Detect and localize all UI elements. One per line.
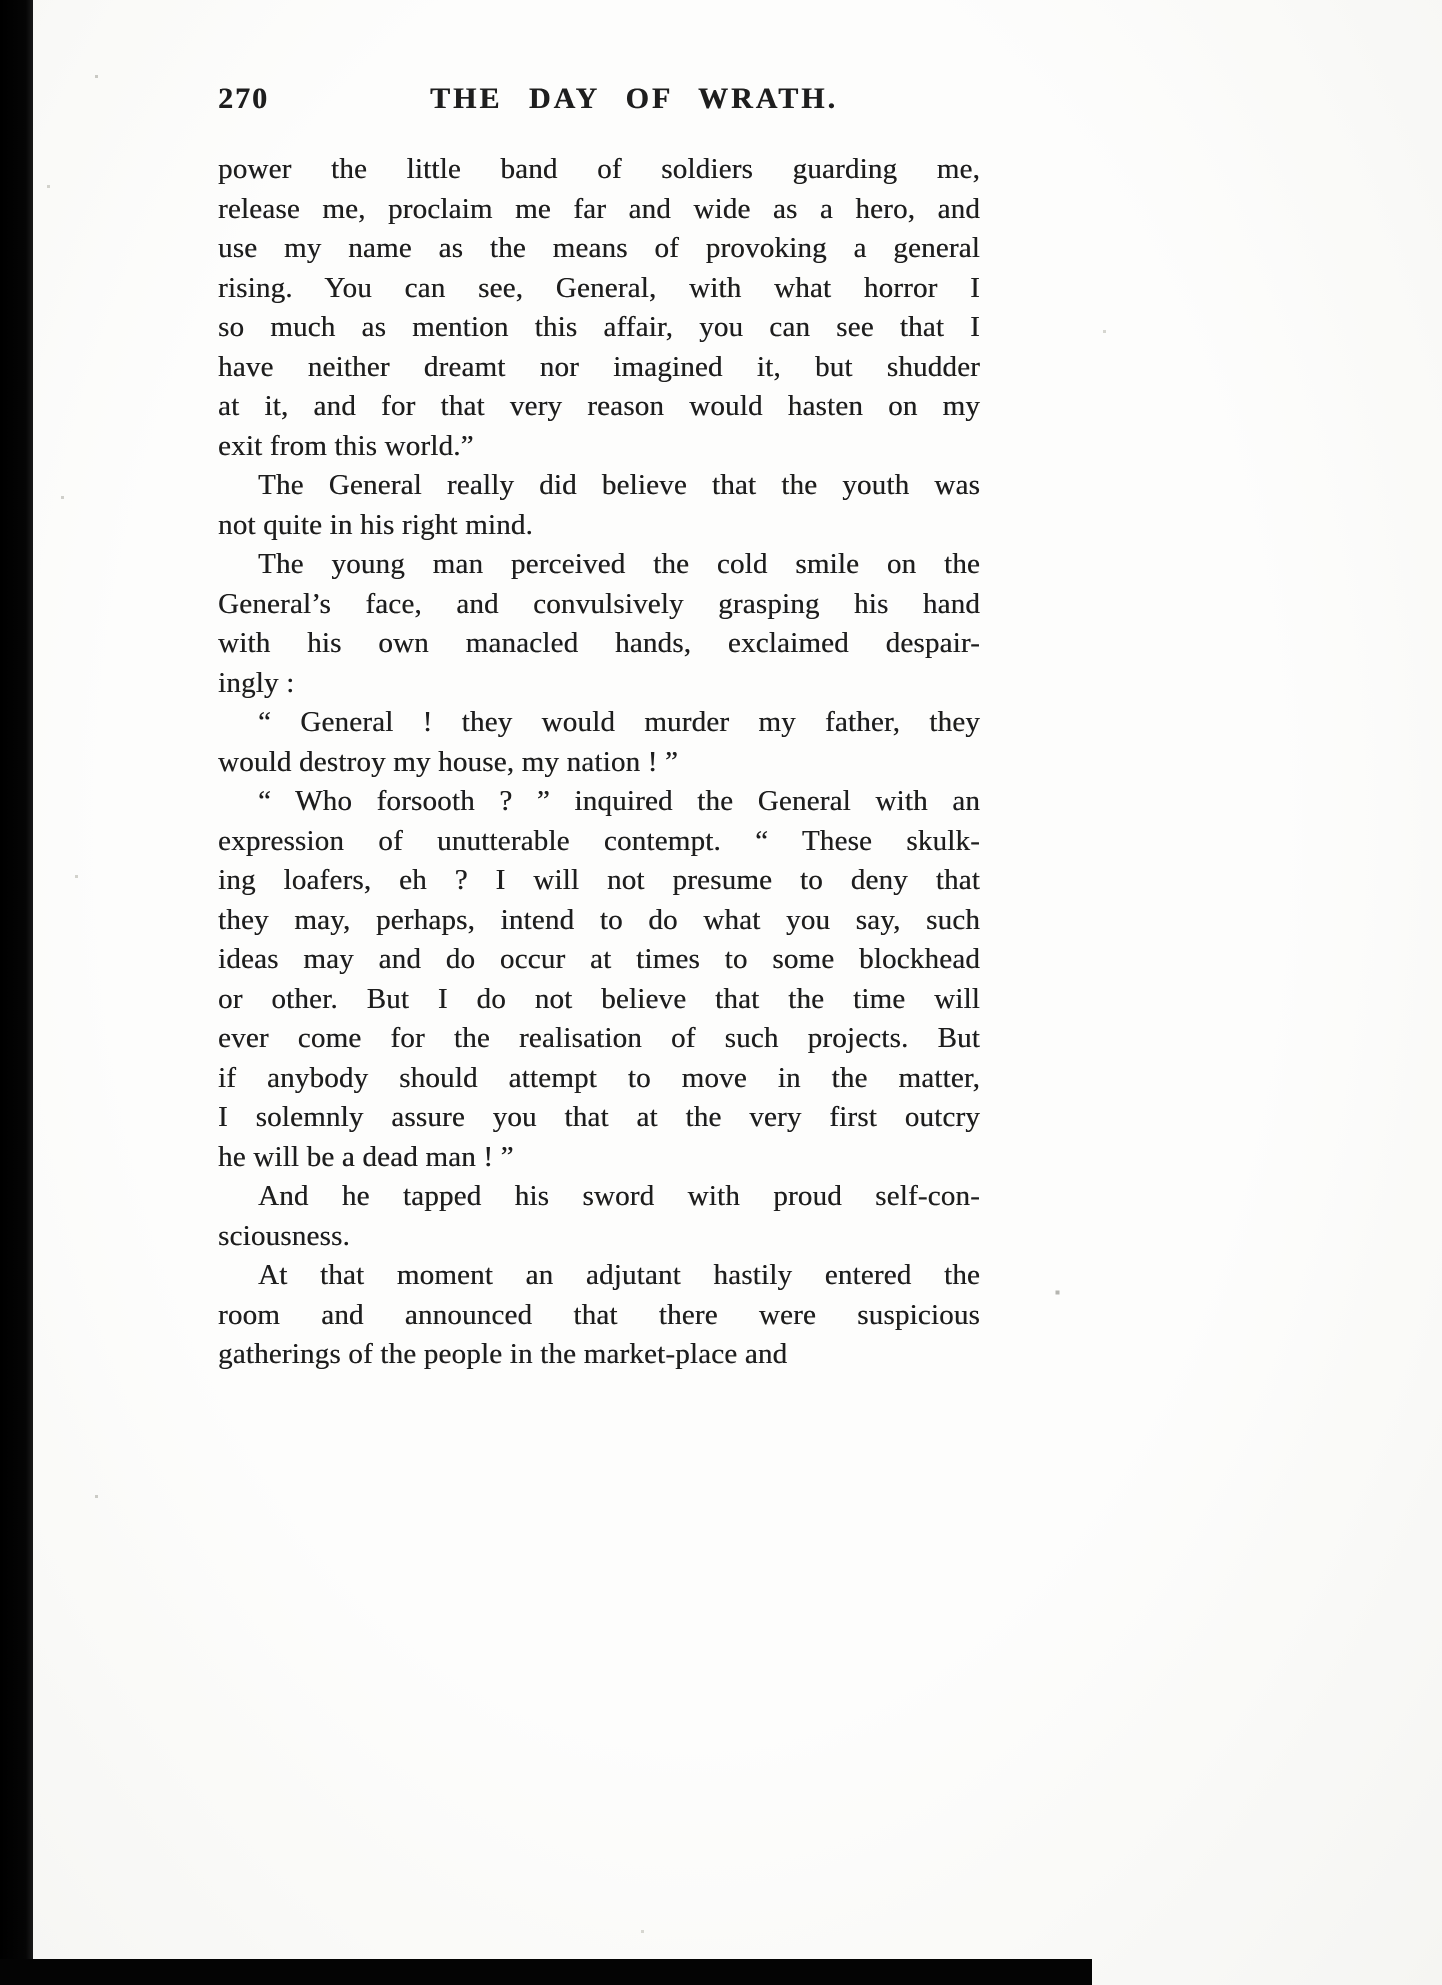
text-line: expression of unutterable contempt. “ These skulk- <box>218 824 980 857</box>
paragraph <box>218 545 980 703</box>
text-line: they may, perhaps, intend to do what you say, such <box>218 903 980 936</box>
text-line: The young man perceived the cold smile on the <box>258 548 980 580</box>
text-line: room and announced that there were suspicious <box>218 1298 980 1331</box>
text-line: or other. But I do not believe that the time will <box>218 982 980 1015</box>
text-line: I solemnly assure you that at the very first outcry <box>218 1101 980 1133</box>
text-line: ideas may and do occur at times to some blockhead <box>218 943 980 975</box>
paragraph <box>218 150 980 466</box>
text-line: General’s face, and convulsively grasping his hand <box>218 587 980 620</box>
text-line: at it, and for that very reason would hasten on my <box>218 390 980 422</box>
text-line: he will be a dead man ! ” <box>218 1140 514 1173</box>
text-line: rising. You can see, General, with what horror I <box>218 271 980 304</box>
paragraph <box>218 466 980 545</box>
text-line: The General really did believe that the youth was <box>258 469 980 501</box>
text-line: And he tapped his sword with proud self-con- <box>258 1180 980 1212</box>
text-line: power the little band of soldiers guarding me, <box>218 153 980 185</box>
text-line: “ Who forsooth ? ” inquired the General with an <box>258 785 980 817</box>
text-line: “ General ! they would murder my father, they <box>258 706 980 738</box>
page-number: 270 <box>218 82 269 115</box>
text-line: use my name as the means of provoking a general <box>218 232 980 264</box>
scan-edge-left <box>0 0 33 1985</box>
text-line: ingly : <box>218 666 295 699</box>
text-line: if anybody should attempt to move in the matter, <box>218 1061 980 1094</box>
text-line: exit from this world.” <box>218 429 474 462</box>
scan-edge-bottom <box>0 1959 1092 1985</box>
page-header <box>218 82 980 122</box>
text-line: with his own manacled hands, exclaimed despair- <box>218 627 980 659</box>
text-line: gatherings of the people in the market-place and <box>218 1338 788 1370</box>
text-line: sciousness. <box>218 1219 350 1252</box>
text-line: ing loafers, eh ? I will not presume to deny that <box>218 864 980 896</box>
paragraph <box>218 782 980 1177</box>
text-line: would destroy my house, my nation ! ” <box>218 745 679 778</box>
text-line: release me, proclaim me far and wide as a hero, and <box>218 192 980 225</box>
text-line: so much as mention this affair, you can see that I <box>218 311 980 343</box>
text-line: ever come for the realisation of such projects. But <box>218 1022 980 1054</box>
running-title: THE DAY OF WRATH. <box>430 82 838 115</box>
body-text <box>218 150 980 1375</box>
paragraph <box>218 1256 980 1375</box>
text-line: not quite in his right mind. <box>218 508 533 541</box>
scan-noise-specks <box>0 0 1 1</box>
paragraph <box>218 1177 980 1256</box>
text-line: At that moment an adjutant hastily entered the <box>258 1259 980 1291</box>
paragraph <box>218 703 980 782</box>
text-line: have neither dreamt nor imagined it, but shudder <box>218 350 980 383</box>
